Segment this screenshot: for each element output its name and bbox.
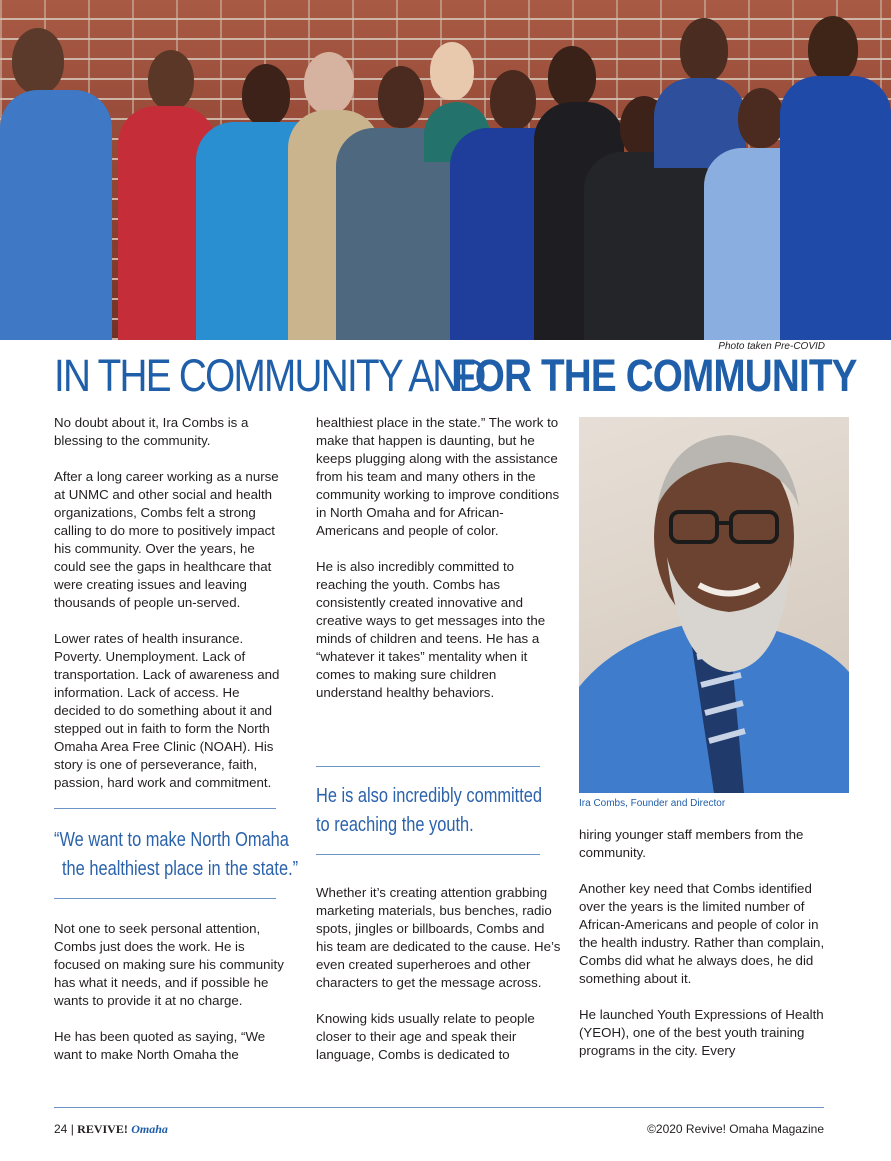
body-paragraph: Whether it’s creating attention grabbing marketing materials, bus benches, radio spots, jingles or billboards, Combs and his team are dedicated to the cause. He’s even created superheroes and other characters to get the message across.: [316, 885, 561, 990]
body-paragraph: After a long career working as a nurse at UNMC and other social and health organizations, Combs felt a strong calling to do more to positively impact his community. Over the years, he could see the gaps in healthcare that were creating issues and leaving thousands of people un-served.: [54, 469, 279, 610]
person-figure: [780, 12, 891, 340]
folio-separator: |: [70, 1122, 74, 1136]
headline-bold: FOR THE COMMUNITY: [452, 350, 857, 401]
page-number: 24: [54, 1122, 68, 1136]
copyright-notice: ©2020 Revive! Omaha Magazine: [647, 1122, 824, 1136]
body-paragraph: He is also incredibly committed to reaching the youth. Combs has consistently created innovative and creative ways to get messages into the minds of children and teens. He has a “whatever it takes” mentality when it comes to making sure children understand healthy behaviors.: [316, 559, 546, 700]
article-column-3: [579, 826, 829, 1078]
body-paragraph: Another key need that Combs identified over the years is the limited number of African-Americans and people of color in the health industry. Rather than complain, Combs did what he always does, he did something about it.: [579, 881, 825, 986]
body-paragraph: healthiest place in the state.” The work to make that happen is daunting, but he keeps plugging along with the assistance from his team and many others in the community working to improve conditions in North Omaha and for African-Americans and people of color.: [316, 415, 560, 538]
headline-light: IN THE COMMUNITY AND: [54, 350, 485, 401]
body-paragraph: No doubt about it, Ira Combs is a blessing to the community.: [54, 415, 249, 448]
pull-quote: [54, 826, 299, 884]
pull-quote-line: He is also incredibly committed: [316, 785, 543, 807]
body-paragraph: hiring younger staff members from the community.: [579, 827, 804, 860]
body-paragraph: Lower rates of health insurance. Poverty. Unemployment. Lack of transportation. Lack of awareness and information. Lack of access. He decided to do something about it and stepped out in faith to form the North Omaha Area Free Clinic (NOAH). His story is one of perseverance, faith, passion, hard work and commitment.: [54, 631, 280, 790]
body-paragraph: Not one to seek personal attention, Combs just does the work. He is focused on making sure his community has what it needs, and if possible he wants to provide it at no charge.: [54, 921, 284, 1008]
article-column-2-continued: [316, 884, 561, 1082]
magazine-brand: REVIVE!: [77, 1122, 128, 1136]
portrait-caption: Ira Combs, Founder and Director: [579, 798, 726, 809]
body-paragraph: He has been quoted as saying, “We want to make North Omaha the: [54, 1029, 266, 1062]
pull-quote-rule-bottom: [316, 854, 540, 855]
pull-quote-rule-bottom: [54, 898, 276, 899]
pull-quote: [316, 782, 556, 840]
body-paragraph: He launched Youth Expressions of Health (YEOH), one of the best youth training programs in the city. Every: [579, 1007, 824, 1058]
person-figure: [0, 20, 115, 340]
pull-quote-rule-top: [54, 808, 276, 809]
pull-quote-line: “We want to make North Omaha: [54, 829, 289, 851]
article-headline: [54, 350, 857, 406]
magazine-brand-city: Omaha: [131, 1122, 168, 1136]
group-photo: [0, 0, 891, 340]
article-column-2: [316, 414, 561, 720]
footer-folio: [54, 1122, 168, 1137]
portrait-illustration: [579, 417, 849, 793]
article-column-1-continued: [54, 920, 284, 1082]
article-column-1: [54, 414, 284, 810]
photo-caption: Photo taken Pre-COVID: [718, 341, 825, 352]
footer-rule: [54, 1107, 824, 1108]
portrait-photo: [579, 417, 849, 793]
body-paragraph: Knowing kids usually relate to people closer to their age and speak their language, Combs is dedicated to: [316, 1011, 535, 1062]
pull-quote-line: the healthiest place in the state.”: [62, 858, 299, 880]
pull-quote-line: to reaching the youth.: [316, 814, 474, 836]
pull-quote-rule-top: [316, 766, 540, 767]
